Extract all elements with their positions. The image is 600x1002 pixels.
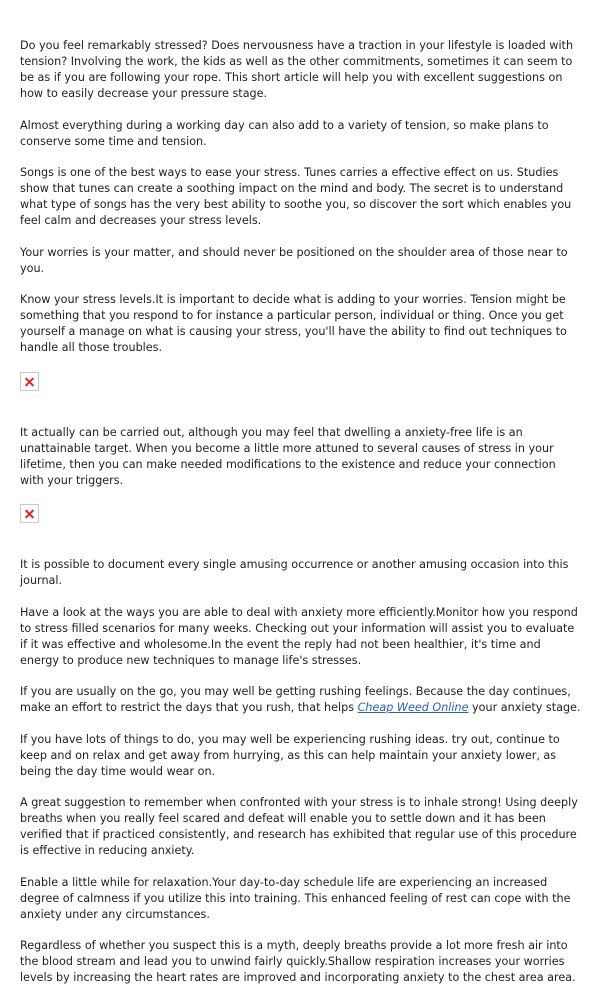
article-body <box>20 38 582 1002</box>
paragraph-intro: Do you feel remarkably stressed? Does nervousness have a traction in your lifestyle is loaded with tension? Involving the work, the kids as well as the other commitments, sometimes it can seem to be as if you are following your rope. This short article will help you with excellent suggestions on how to easily decrease your pressure stage. <box>20 39 574 100</box>
paragraph-working-day: Almost everything during a working day can also add to a variety of tension, so make plans to conserve some time and tension. <box>20 118 549 148</box>
broken-image-icon <box>20 372 39 391</box>
paragraph-inhale: A great suggestion to remember when confronted with your stress is to inhale strong! Using deeply breaths when you really feel scared and defeat will enable you to settle down and it has been verified that if practiced consistently, and research has exhibited that regular use of this procedure is effective in reducing anxiety. <box>20 796 578 857</box>
paragraph-deep-breaths: Regardless of whether you suspect this is a myth, deeply breaths provide a lot more fresh air into the blood stream and lead you to unwind fairly quickly.Shallow respiration increases your worries levels by increasing the heart rates are improved and incorporating anxiety to the chest area area. <box>20 939 576 984</box>
broken-image-icon <box>20 504 39 523</box>
paragraph-rushing-text-before: If you are usually on the go, you may well be getting rushing feelings. Because the day continues, make an effort to restrict the days that you rush, that helps <box>20 685 571 714</box>
paragraph-music: Songs is one of the best ways to ease your stress. Tunes carries a effective effect on us. Studies show that tunes can create a soothing impact on the mind and body. The secret is to understand what type of songs has the very best ability to soothe you, so discover the sort which enables you feel calm and decreases your stress levels. <box>20 166 572 227</box>
paragraph-lots-to-do: If you have lots of things to do, you may well be experiencing rushing ideas. try out, continue to keep and on relax and get away from hurrying, as this can help maintain your anxiety lower, as being the day time would wear on. <box>20 732 560 778</box>
paragraph-monitor: Have a look at the ways you are able to deal with anxiety more efficiently.Monitor how you respond to stress filled scenarios for many weeks. Checking out your information will assist you to evaluate if it was effective and wholesome.In the event the reply had not been healthier, it's time and energy to produce new techniques to manage life's stresses. <box>20 605 578 667</box>
paragraph-relaxation: Enable a little while for relaxation.Your day-to-day schedule life are experiencing an increased degree of calmness if you utilize this into training. This enhanced feeling of rest can cope with the anxiety under any circumstances. <box>20 875 571 921</box>
paragraph-worries: Your worries is your matter, and should never be positioned on the shoulder area of those near to you. <box>20 245 568 275</box>
paragraph-journal: It is possible to document every single amusing occurrence or another amusing occasion into this journal. <box>20 558 569 587</box>
paragraph-rushing-text-after: your anxiety stage. <box>468 701 581 714</box>
cheap-weed-online-link[interactable]: Cheap Weed Online <box>357 701 469 714</box>
paragraph-anxiety-free: It actually can be carried out, although you may feel that dwelling a anxiety-free life is an unattainable target. When you become a little more attuned to several causes of stress in your lifetime, then you can make needed modifications to the existence and reduce your connection with your triggers. <box>20 425 556 487</box>
paragraph-rushing <box>20 684 582 716</box>
paragraph-stress-levels: Know your stress levels.It is important to decide what is adding to your worries. Tension might be something that you respond to for instance a particular person, individual or thing. Once you get yourself a manage on what is causing your stress, you'll have the ability to find out techniques to handle all those troubles. <box>20 293 567 354</box>
